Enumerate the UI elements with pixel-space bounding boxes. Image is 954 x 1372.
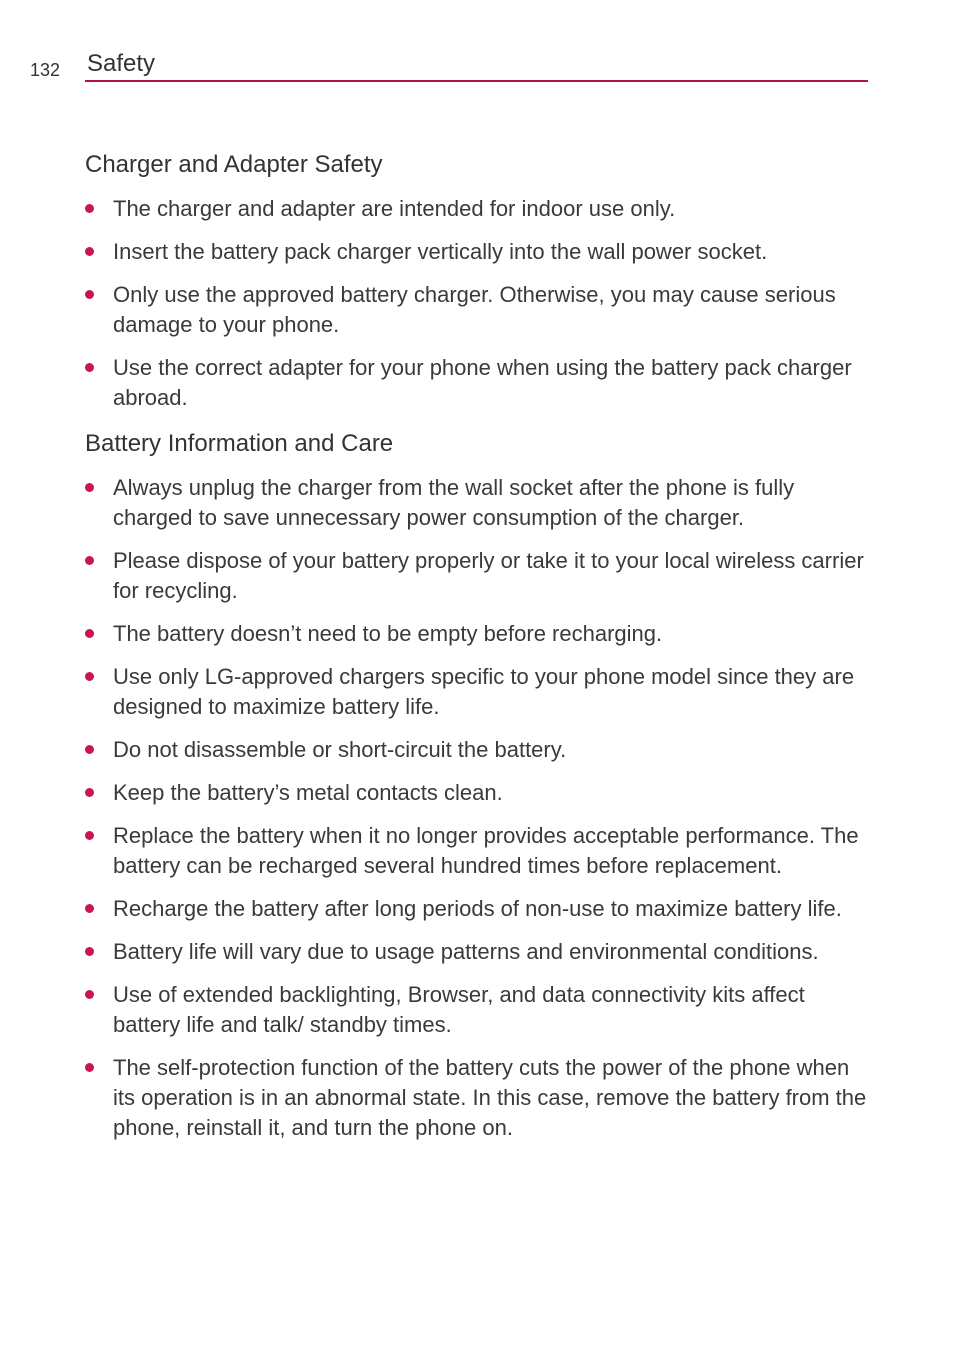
charger-safety-list <box>85 194 875 413</box>
bullet-icon <box>85 788 94 797</box>
bullet-icon <box>85 483 94 492</box>
list-item <box>85 1053 875 1143</box>
list-item-text: Recharge the battery after long periods of non-use to maximize battery life. <box>113 896 842 921</box>
list-item <box>85 821 875 881</box>
bullet-icon <box>85 745 94 754</box>
list-item-text: Replace the battery when it no longer provides acceptable performance. The battery can be recharged several hundred times before replacement. <box>113 823 859 878</box>
list-item-text: Use of extended backlighting, Browser, and data connectivity kits affect battery life and talk/ standby times. <box>113 982 805 1037</box>
bullet-icon <box>85 990 94 999</box>
list-item-text: Keep the battery’s metal contacts clean. <box>113 780 503 805</box>
list-item-text: The charger and adapter are intended for indoor use only. <box>113 196 676 221</box>
list-item <box>85 662 875 722</box>
battery-care-heading: Battery Information and Care <box>85 430 394 457</box>
list-item <box>85 237 875 267</box>
list-item <box>85 194 875 224</box>
list-item-text: Battery life will vary due to usage patterns and environmental conditions. <box>113 939 819 964</box>
list-item <box>85 778 875 808</box>
list-item-text: Use the correct adapter for your phone when using the battery pack charger abroad. <box>113 355 852 410</box>
list-item <box>85 619 875 649</box>
list-item <box>85 937 875 967</box>
bullet-icon <box>85 290 94 299</box>
list-item-text: Use only LG-approved chargers specific to your phone model since they are designed to maximize battery life. <box>113 664 855 719</box>
bullet-icon <box>85 1063 94 1072</box>
list-item <box>85 735 875 765</box>
list-item <box>85 473 875 533</box>
list-item <box>85 546 875 606</box>
bullet-icon <box>85 904 94 913</box>
bullet-icon <box>85 629 94 638</box>
list-item <box>85 894 875 924</box>
bullet-icon <box>85 363 94 372</box>
bullet-icon <box>85 947 94 956</box>
list-item <box>85 980 875 1040</box>
list-item-text: Insert the battery pack charger vertically into the wall power socket. <box>113 239 768 264</box>
list-item <box>85 353 875 413</box>
list-item-text: Do not disassemble or short-circuit the battery. <box>113 737 567 762</box>
bullet-icon <box>85 831 94 840</box>
list-item-text: Only use the approved battery charger. Otherwise, you may cause serious damage to your phone. <box>113 282 836 337</box>
list-item <box>85 280 875 340</box>
page-header <box>0 0 954 90</box>
list-item-text: The self-protection function of the battery cuts the power of the phone when its operation is in an abnormal state. In this case, remove the battery from the phone, reinstall it, and turn the phone on. <box>113 1055 867 1140</box>
battery-care-list <box>85 473 875 1143</box>
charger-safety-heading: Charger and Adapter Safety <box>85 151 383 178</box>
list-item-text: The battery doesn’t need to be empty before recharging. <box>113 621 663 646</box>
list-item-text: Always unplug the charger from the wall socket after the phone is fully charged to save unnecessary power consumption of the charger. <box>113 475 795 530</box>
list-item-text: Please dispose of your battery properly or take it to your local wireless carrier for recycling. <box>113 548 864 603</box>
bullet-icon <box>85 672 94 681</box>
section-title: Safety <box>87 50 156 77</box>
bullet-icon <box>85 247 94 256</box>
bullet-icon <box>85 556 94 565</box>
page-number: 132 <box>30 60 61 80</box>
header-divider <box>85 80 868 82</box>
page-content <box>85 148 875 1156</box>
bullet-icon <box>85 204 94 213</box>
